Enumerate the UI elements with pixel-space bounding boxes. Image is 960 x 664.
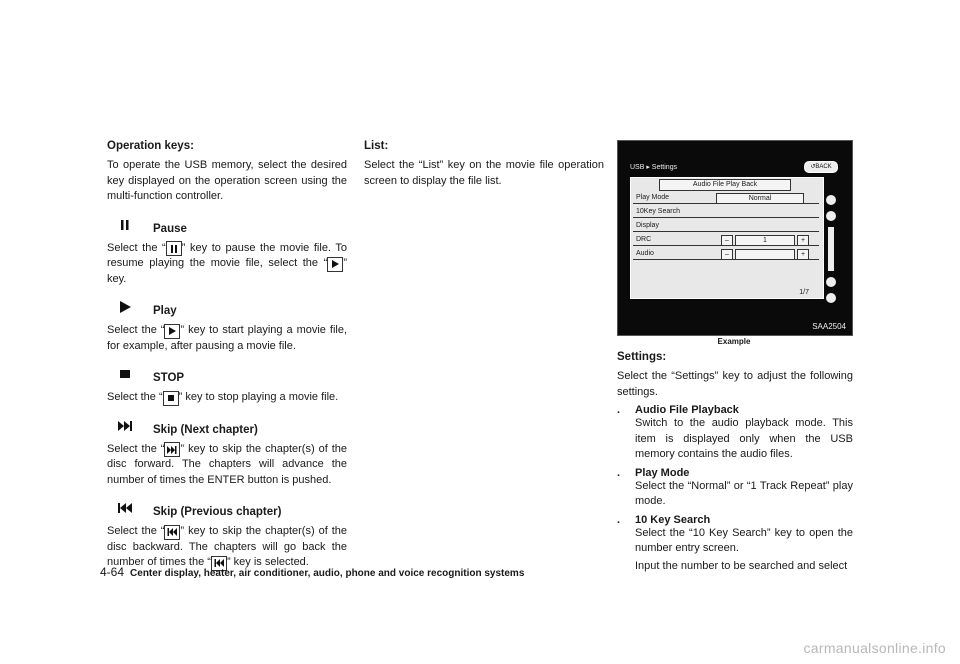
skip-previous-icon [107, 498, 143, 518]
column-operation-keys [107, 140, 347, 571]
bullet-10-key-search: . 10 Key Search Select the “10 Key Search” key to open the number entry screen. Input the number to be searched and select [617, 514, 853, 575]
next-chapter-heading [107, 416, 347, 436]
list-text: Select the “List” key on the movie file operation screen to display the file list. [364, 159, 604, 187]
prev-chapter-text: Select the “ ” key to skip the chapter(s) of the disc backward. The chapters will go back the number of times the “ ” key is selected. [107, 524, 347, 571]
audio-file-playback-button[interactable]: Audio File Play Back [659, 179, 791, 191]
breadcrumb: USB ▸ Settings [630, 164, 678, 171]
settings-screen-figure [617, 140, 853, 336]
watermark: carmanualsonline.info [803, 640, 946, 656]
next-chapter-title: Skip (Next chapter) [153, 423, 258, 436]
scroll-top-icon[interactable] [826, 195, 836, 205]
play-icon [327, 257, 343, 272]
page-footer [100, 565, 524, 579]
heading-settings: Settings: [617, 351, 667, 363]
drc-minus-button[interactable]: – [721, 235, 733, 246]
column-settings [617, 351, 853, 574]
drc-plus-button[interactable]: + [797, 235, 809, 246]
page-indicator: 1/7 [799, 289, 809, 296]
pause-title: Pause [153, 222, 187, 235]
play-heading [107, 297, 347, 317]
settings-tail-text: Input the number to be searched and select [635, 559, 848, 572]
play-mode-value[interactable]: Normal [716, 193, 804, 204]
audio-minus-button[interactable]: – [721, 249, 733, 260]
figure-caption: Example [717, 337, 751, 346]
stop-text: Select the “ ” key to stop playing a movie file. [107, 390, 347, 406]
next-chapter-text: Select the “ ” key to skip the chapter(s) of the disc forward. The chapters will advance the number of times the ENTER button is pushed. [107, 442, 348, 486]
back-button[interactable]: ↺BACK [804, 161, 838, 173]
audio-plus-button[interactable]: + [797, 249, 809, 260]
prev-chapter-title: Skip (Previous chapter) [153, 506, 282, 518]
intro-text: To operate the USB memory, select the desired key displayed on the operation screen using the multi-function controller. [107, 159, 347, 202]
play-icon [164, 324, 180, 339]
settings-panel [630, 177, 824, 299]
pause-icon [107, 215, 143, 235]
skip-next-icon [107, 416, 143, 436]
bullet-audio-file-playback: . Audio File Playback Switch to the audio playback mode. This item is displayed only when the USB memory contains the audio files. [617, 404, 853, 460]
pause-heading [107, 215, 347, 235]
drc-value: 1 [735, 235, 795, 246]
stop-heading [107, 364, 347, 384]
scrollbar[interactable] [828, 227, 834, 271]
skip-next-icon [164, 442, 180, 457]
stop-icon [163, 391, 179, 406]
row-10key-search[interactable]: 10Key Search [633, 205, 819, 218]
page-number: 4-64 [100, 565, 125, 579]
row-play-mode[interactable]: Play Mode [633, 191, 819, 204]
play-text: Select the “ ” key to start playing a movie file, for example, after pausing a movie file. [107, 324, 348, 352]
row-display[interactable]: Display [633, 219, 819, 232]
play-title: Play [153, 305, 177, 317]
back-icon: ↺ [810, 164, 816, 170]
heading-list: List: [364, 140, 389, 152]
play-icon [107, 297, 143, 317]
scroll-up-icon[interactable] [826, 211, 836, 221]
column-list [364, 140, 604, 189]
row-audio[interactable]: Audio [633, 247, 819, 260]
stop-icon [107, 364, 143, 384]
scroll-bottom-icon[interactable] [826, 293, 836, 303]
stop-title: STOP [153, 372, 185, 384]
row-drc[interactable]: DRC [633, 233, 819, 246]
audio-value [735, 249, 795, 260]
figure-code: SAA2504 [812, 322, 846, 331]
heading-operation-keys: Operation keys: [107, 140, 194, 152]
pause-icon [166, 241, 182, 256]
prev-chapter-heading [107, 498, 347, 518]
footer-title: Center display, heater, air conditioner, audio, phone and voice recognition systems [130, 568, 525, 579]
bullet-play-mode: . Play Mode Select the “Normal” or “1 Track Repeat” play mode. [617, 466, 853, 507]
pause-text: Select the “ ” key to pause the movie file. To resume playing the movie file, select the “ ” key. [107, 241, 348, 285]
scroll-down-icon[interactable] [826, 277, 836, 287]
settings-intro: Select the “Settings” key to adjust the following settings. [617, 370, 853, 398]
skip-previous-icon [164, 525, 180, 540]
